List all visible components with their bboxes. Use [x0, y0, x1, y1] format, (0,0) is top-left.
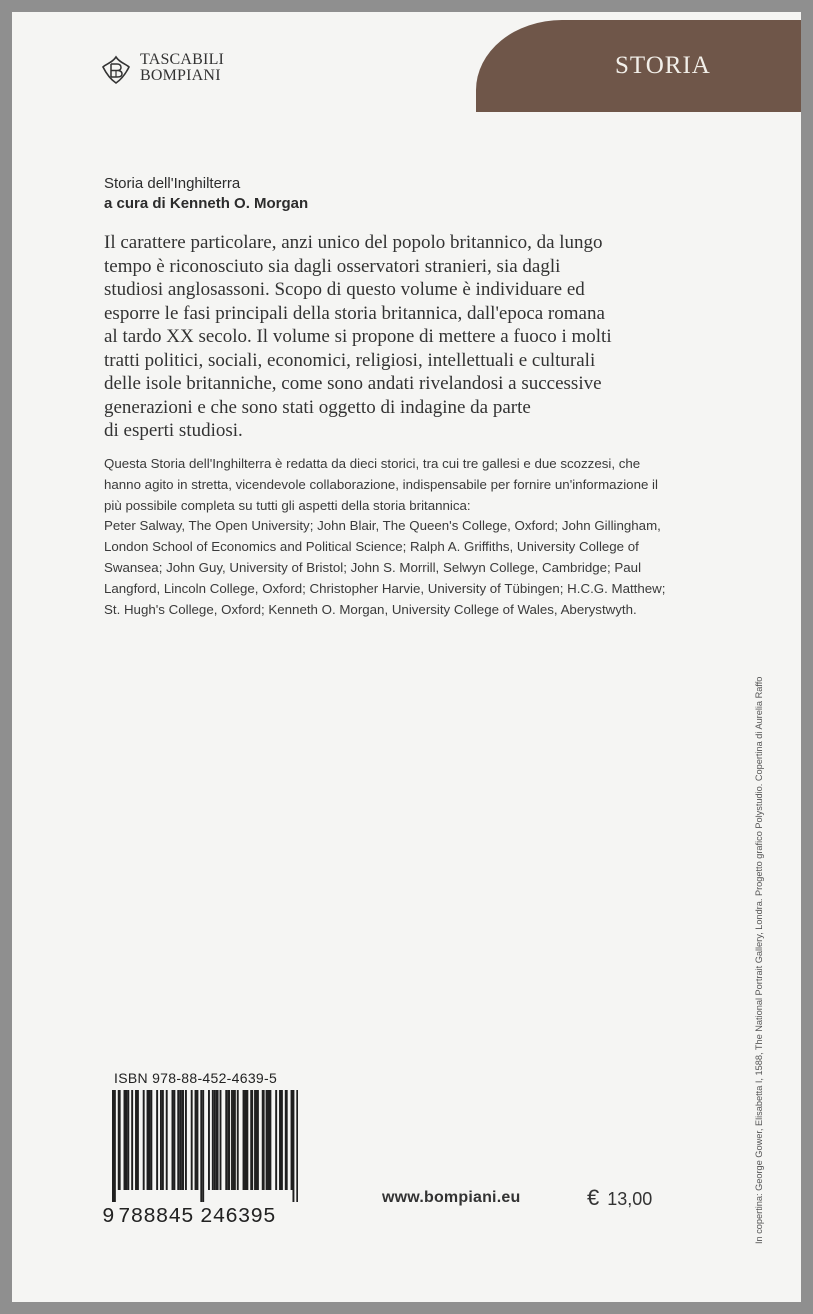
publisher-website: www.bompiani.eu [382, 1189, 521, 1206]
barcode-first-digit: 9 [102, 1206, 115, 1229]
blurb-line: generazioni e che sono stati oggetto di indagine da parte [104, 396, 531, 418]
authors-line: Swansea; John Guy, University of Bristol; John S. Morrill, Selwyn College, Cambridge; Paul [104, 559, 642, 575]
publisher-line-2: BOMPIANI [140, 67, 221, 84]
price-amount: 13,00 [607, 1189, 653, 1209]
publisher-name [140, 52, 224, 84]
publisher-line-1: TASCABILI [140, 51, 225, 68]
book-title: Storia dell'Inghilterra [104, 175, 241, 192]
blurb-line: di esperti studiosi. [104, 420, 243, 441]
blurb-line: tempo è riconosciuto sia dagli osservatori stranieri, sia dagli [104, 255, 561, 277]
book-back-cover [12, 12, 801, 1302]
series-label: STORIA [615, 52, 711, 79]
blurb-line: esporre le fasi principali della storia britannica, dall'epoca romana [104, 302, 605, 324]
isbn-text: ISBN 978-88-452-4639-5 [114, 1070, 278, 1086]
authors-line: London School of Economics and Political Science; Ralph A. Griffiths, University College of [104, 539, 639, 555]
euro-symbol: € [587, 1185, 600, 1210]
authors-line: hanno agito in stretta, vicendevole collaborazione, indispensabile per fornire un'informazione il [104, 476, 658, 492]
bompiani-emblem-icon [100, 54, 132, 86]
barcode [98, 1090, 298, 1208]
authors-line: Questa Storia dell'Inghilterra è redatta da dieci storici, tra cui tre gallesi e due scozzesi, che [104, 456, 641, 471]
authors-line: Peter Salway, The Open University; John Blair, The Queen's College, Oxford; John Gillingham, [104, 518, 661, 534]
blurb-line: studiosi anglosassoni. Scopo di questo volume è individuare ed [104, 279, 585, 300]
barcode-group-left: 788845 [118, 1206, 194, 1229]
barcode-group-right: 246395 [200, 1206, 276, 1229]
price [587, 1185, 652, 1211]
authors-line: più possibile completa su tutti gli aspetti della storia britannica: [104, 497, 471, 513]
blurb-line: Il carattere particolare, anzi unico del popolo britannico, da lungo [104, 232, 603, 253]
authors-line: St. Hugh's College, Oxford; Kenneth O. Morgan, University College of Wales, Aberystwyth. [104, 601, 637, 617]
book-editor: a cura di Kenneth O. Morgan [104, 195, 309, 212]
authors-paragraph [104, 454, 689, 620]
blurb-paragraph [104, 231, 694, 443]
cover-credits: In copertina: George Gower, Elisabetta I, 1588, The National Portrait Gallery, Londra. Progetto grafico Polystudio. Copertina di Aurelia Raffo [754, 676, 764, 1244]
authors-line: Langford, Lincoln College, Oxford; Christopher Harvie, University of Tübingen; H.C.G. Matthew; [104, 580, 666, 596]
blurb-line: tratti politici, sociali, economici, religiosi, intellettuali e culturali [104, 349, 596, 371]
blurb-line: delle isole britanniche, come sono andati rivelandosi a successive [104, 373, 602, 394]
blurb-line: al tardo XX secolo. Il volume si propone di mettere a fuoco i molti [104, 326, 612, 347]
